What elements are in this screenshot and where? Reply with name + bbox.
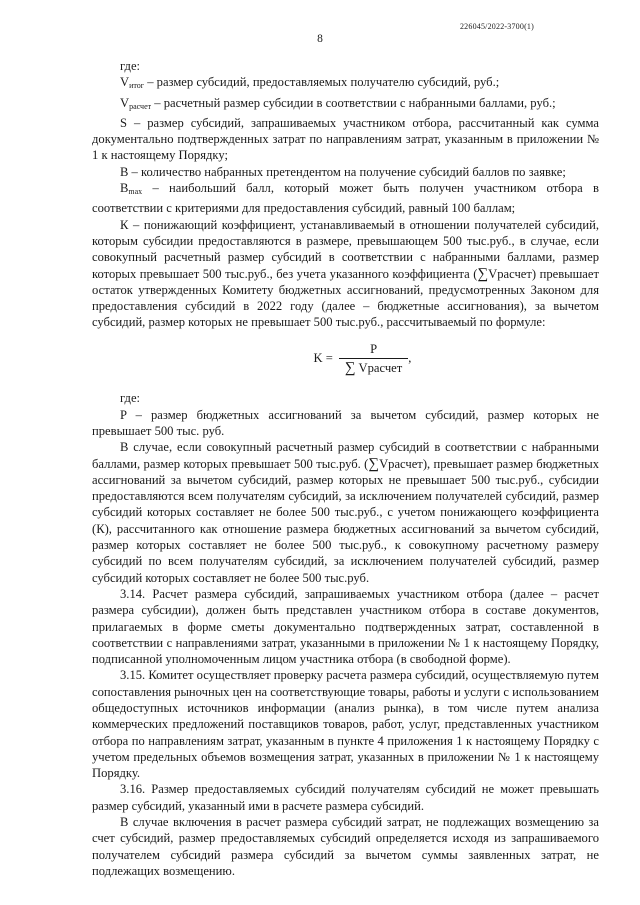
where-label-2: где:: [120, 391, 141, 406]
sum-symbol: ∑: [477, 265, 489, 282]
where-label: где:: [120, 59, 141, 73]
case-paragraph: [92, 439, 599, 586]
formula-denominator: [339, 358, 408, 376]
case-text-a: В случае, если совокупный расчетный размер субсидий в соответствии с набранными баллами, размер которых превышает 500 тыс.руб. (: [92, 440, 599, 471]
bmax-symbol: B: [120, 181, 129, 196]
case-v-raschet-term: Vрасчет: [379, 456, 423, 471]
v-raschet-definition: [92, 95, 599, 115]
case-sum-symbol: ∑: [368, 455, 380, 472]
v-itog-symbol: V: [120, 75, 130, 90]
formula-lhs: K =: [313, 351, 333, 366]
k-definition-text-a: К – понижающий коэффициент, устанавливаемый в отношении получателей субсидий, которым субсидии предоставляются в размере, превышающем 500 тыс.руб., в случае, если совокупный расчетный размер субсидий в соответствии с набранными баллами, размер которых превышает 500 тыс.руб., без учета указанного коэффициента (: [92, 217, 599, 281]
bmax-subscript: max: [128, 187, 143, 197]
formula-denominator-term: Vрасчет: [358, 361, 403, 376]
document-body: [92, 58, 599, 879]
clause-3-15: 3.15. Комитет осуществляет проверку расчета размера субсидий, осуществляемую путем сопоставления рыночных цен на соответствующие товары, работы и услуги с использованием общедоступных источников информации (анализ рынка), в том числе путем анализа коммерческих предложений поставщиков товаров, работ, услуг, представленных участником отбора по направлениям затрат, указанным в пункте 4 приложения 1 к настоящему Порядку с учетом предельных объемов возмещения затрат, указанных в приложении № 1 к настоящему Порядку.: [92, 668, 600, 781]
v-raschet-subscript: расчет: [129, 101, 152, 111]
k-definition: [92, 217, 599, 331]
formula-trailing-comma: ,: [408, 351, 412, 366]
formula-sum-symbol: ∑: [344, 360, 356, 377]
document-id: 226045/2022-3700(1): [459, 22, 534, 31]
bmax-text: – наибольший балл, который может быть получен участником отбора в соответствии с критериями для предоставления субсидий, равный 100 баллам;: [92, 181, 599, 216]
v-raschet-text: – расчетный размер субсидии в соответствии с набранными баллами, руб.;: [151, 95, 556, 110]
b-definition: В – количество набранных претендентом на получение субсидий баллов по заявке;: [120, 164, 566, 179]
v-itog-definition: [92, 74, 599, 94]
page-number: 8: [317, 33, 323, 45]
v-raschet-symbol: V: [120, 95, 130, 110]
clause-3-16: 3.16. Размер предоставляемых субсидий получателям субсидий не может превышать размер субсидий, указанный ими в расчете размера субсидий.: [92, 782, 599, 813]
bmax-definition: [92, 180, 599, 217]
case-text-b: ), превышает размер бюджетных ассигнований за вычетом субсидий, размер которых не превышает 500 тыс.руб., субсидии предоставляются всем получателям субсидий, за исключением получателей субсидий, размер субсидий которых составляет не более 500 тыс.руб., с учетом понижающего коэффициента (К), рассчитанного как отношение размера бюджетных ассигнований за вычетом субсидий, размер которых составляет не более 500 тыс.руб., к совокупному расчетному размеру субсидий по всем получателям субсидий, за исключением получателей субсидий, размер субсидий которых составляет не более 500 тыс.руб.: [92, 456, 600, 585]
k-definition-text-b: ) превышает остаток утвержденных Комитету бюджетных ассигнований, предусмотренных Законом для предоставления субсидий в 2022 году (далее – бюджетные ассигнования), за вычетом субсидий, размер которых не превышает 500 тыс.руб., рассчитываемый по формуле:: [92, 266, 599, 330]
formula-fraction: [339, 341, 408, 377]
v-raschet-term: Vрасчет: [488, 266, 532, 281]
clause-3-14: 3.14. Расчет размера субсидий, запрашиваемых участником отбора (далее – расчет размера субсидии), должен быть представлен участником отбора в составе документов, прилагаемых в форме сметы документально подтвержденных затрат, составленной в соответствии с направлениями затрат, указанными в приложении № 1 к настоящему Порядку, подписанной уполномоченным лицом участника отбора (в свободной форме).: [92, 586, 599, 667]
v-itog-text: – размер субсидий, предоставляемых получателю субсидий, руб.;: [144, 75, 500, 90]
clause-3-16-continuation: В случае включения в расчет размера субсидий затрат, не подлежащих возмещению за счет субсидий, размер предоставляемых субсидий определяется исходя из запрашиваемого получателем субсидий размера субсидий за вычетом суммы заявленных затрат, не подлежащих возмещению.: [92, 815, 599, 878]
formula-numerator: P: [370, 341, 378, 356]
s-definition: S – размер субсидий, запрашиваемых участником отбора, рассчитанный как сумма документально подтвержденных затрат по направлениям затрат, указанным в приложении № 1 к настоящему Порядку;: [92, 115, 599, 163]
v-itog-subscript: итог: [129, 81, 145, 91]
k-formula: [126, 341, 599, 377]
p-definition: P – размер бюджетных ассигнований за вычетом субсидий, размер которых не превышает 500 тыс. руб.: [92, 407, 599, 438]
